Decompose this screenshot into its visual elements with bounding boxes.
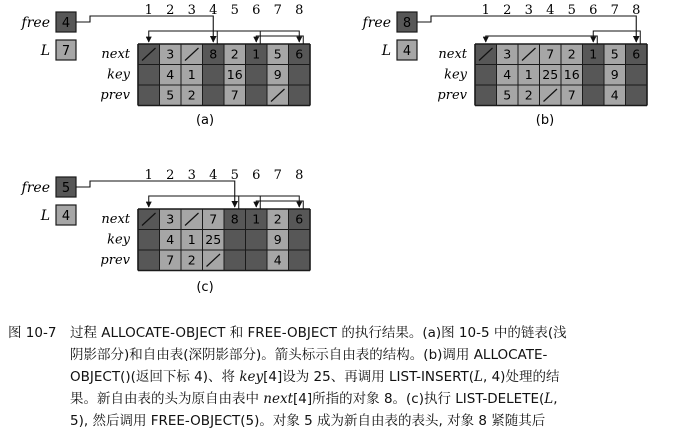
index-label: 1 [481,3,490,18]
cell-value-next: 8 [230,211,239,227]
free-label: free [21,180,50,196]
cell-value-key: 4 [166,232,175,247]
caption-line-3: OBJECT()(返回下标 4)、将 key[4]设为 25、再调用 LIST-INSERT(L, 4)处理的结 [70,369,560,385]
cell-value-key: 4 [503,67,512,82]
row-label-key: key [107,67,130,83]
free-list-arrow [149,31,261,44]
cell-value-next: 6 [295,211,304,227]
figure-caption [8,322,684,432]
index-label: 8 [295,3,304,18]
row-label-prev: prev [100,253,130,268]
cell-value-prev: 2 [524,87,533,103]
cell-value-key: 9 [273,232,282,247]
list-head-label: L [40,208,50,224]
index-label: 3 [187,3,196,18]
list-head-label: L [381,43,391,59]
free-list-arrow [149,196,261,209]
free-value: 5 [61,181,71,196]
cell-value-key: 1 [187,67,196,82]
object-column [475,44,497,106]
cell-value-next: 2 [567,46,576,62]
free-label: free [21,15,50,31]
list-head-value: 4 [61,209,71,224]
index-label: 5 [230,168,239,183]
row-label-key: key [444,67,467,83]
panel-b [362,3,647,128]
free-list-arrow [486,36,598,44]
cell-value-next: 2 [230,46,239,62]
index-label: 2 [166,168,175,183]
cell-value-prev: 7 [166,252,175,268]
row-label-next: next [101,212,130,227]
cell-value-next: 5 [610,46,619,62]
row-label-prev: prev [100,88,130,103]
free-list-arrow [593,31,640,44]
index-label: 8 [295,168,304,183]
cell-value-key: 9 [610,67,619,82]
cell-value-prev: 2 [187,252,196,268]
index-label: 3 [187,168,196,183]
cell-value-prev: 5 [166,87,175,103]
cell-value-next: 1 [252,211,261,227]
list-head-label: L [40,43,50,59]
index-label: 7 [273,168,282,183]
cell-value-next: 6 [295,46,304,62]
panel-label: (a) [195,113,215,128]
index-label: 2 [166,3,175,18]
index-label: 3 [524,3,533,18]
cell-value-next: 1 [589,46,598,62]
row-label-next: next [101,47,130,62]
index-label: 6 [252,168,261,183]
free-value: 8 [402,16,412,31]
cell-value-next: 7 [546,46,555,62]
list-head-value: 4 [402,44,412,59]
cell-value-next: 7 [209,211,218,227]
index-label: 2 [503,3,512,18]
cell-value-next: 6 [632,46,641,62]
cell-value-key: 25 [542,67,559,82]
cell-value-prev: 7 [567,87,576,103]
free-list-arrow [256,201,303,209]
free-list-arrow [76,16,213,42]
cell-value-next: 3 [166,46,175,62]
row-label-prev: prev [437,88,467,103]
cell-value-prev: 5 [503,87,512,103]
index-label: 4 [209,168,218,183]
object-column [138,209,160,271]
free-list-arrow [76,181,235,207]
index-label: 5 [567,3,576,18]
panel-a [21,3,310,128]
cell-value-next: 5 [273,46,282,62]
free-value: 4 [61,16,71,31]
cell-value-prev: 4 [273,252,282,268]
cell-value-key: 16 [226,67,243,82]
cell-value-key: 9 [273,67,282,82]
panel-label: (b) [535,113,555,128]
cell-value-key: 1 [524,67,533,82]
caption-line-5: 5), 然后调用 FREE-OBJECT(5)。对象 5 成为新自由表的表头, 对象 8 紧随其后 [70,413,546,429]
cell-value-next: 2 [273,211,282,227]
cell-value-key: 1 [187,232,196,247]
index-label: 6 [589,3,598,18]
index-label: 7 [273,3,282,18]
index-label: 4 [209,3,218,18]
index-label: 4 [546,3,555,18]
row-label-key: key [107,232,130,248]
panel-c [21,168,310,295]
row-label-next: next [438,47,467,62]
cell-value-next: 3 [503,46,512,62]
cell-value-key: 4 [166,67,175,82]
index-label: 7 [610,3,619,18]
cell-value-prev: 7 [230,87,239,103]
index-label: 1 [144,168,153,183]
free-list-arrow [239,196,300,209]
index-label: 8 [632,3,641,18]
panel-label: (c) [196,280,214,295]
free-list-arrow [217,31,299,44]
cell-value-key: 16 [563,67,580,82]
cell-value-prev: 2 [187,87,196,103]
free-label: free [362,15,391,31]
cell-value-key: 25 [205,232,222,247]
index-label: 1 [144,3,153,18]
list-head-value: 7 [61,44,71,59]
figure-number: 图 10-7 [8,325,57,341]
cell-value-prev: 4 [610,87,619,103]
cell-value-next: 3 [166,211,175,227]
index-label: 6 [252,3,261,18]
index-label: 5 [230,3,239,18]
free-list-arrow [256,36,303,44]
object-column [138,44,160,106]
caption-line-4: 果。新自由表的头为原自由表中 next[4]所指的对象 8。(c)执行 LIST-DELETE(L, [70,391,558,407]
caption-line-1: 图 10-7 过程 ALLOCATE-OBJECT 和 FREE-OBJECT 的执行结果。(a)图 10-5 中的链表(浅 [8,322,684,344]
cell-value-next: 1 [252,46,261,62]
caption-line-2: 阴影部分)和自由表(深阴影部分)。箭头标示自由表的结构。(b)调用 ALLOCATE- [70,347,548,363]
cell-value-next: 8 [209,46,218,62]
free-list-arrow [417,16,636,42]
